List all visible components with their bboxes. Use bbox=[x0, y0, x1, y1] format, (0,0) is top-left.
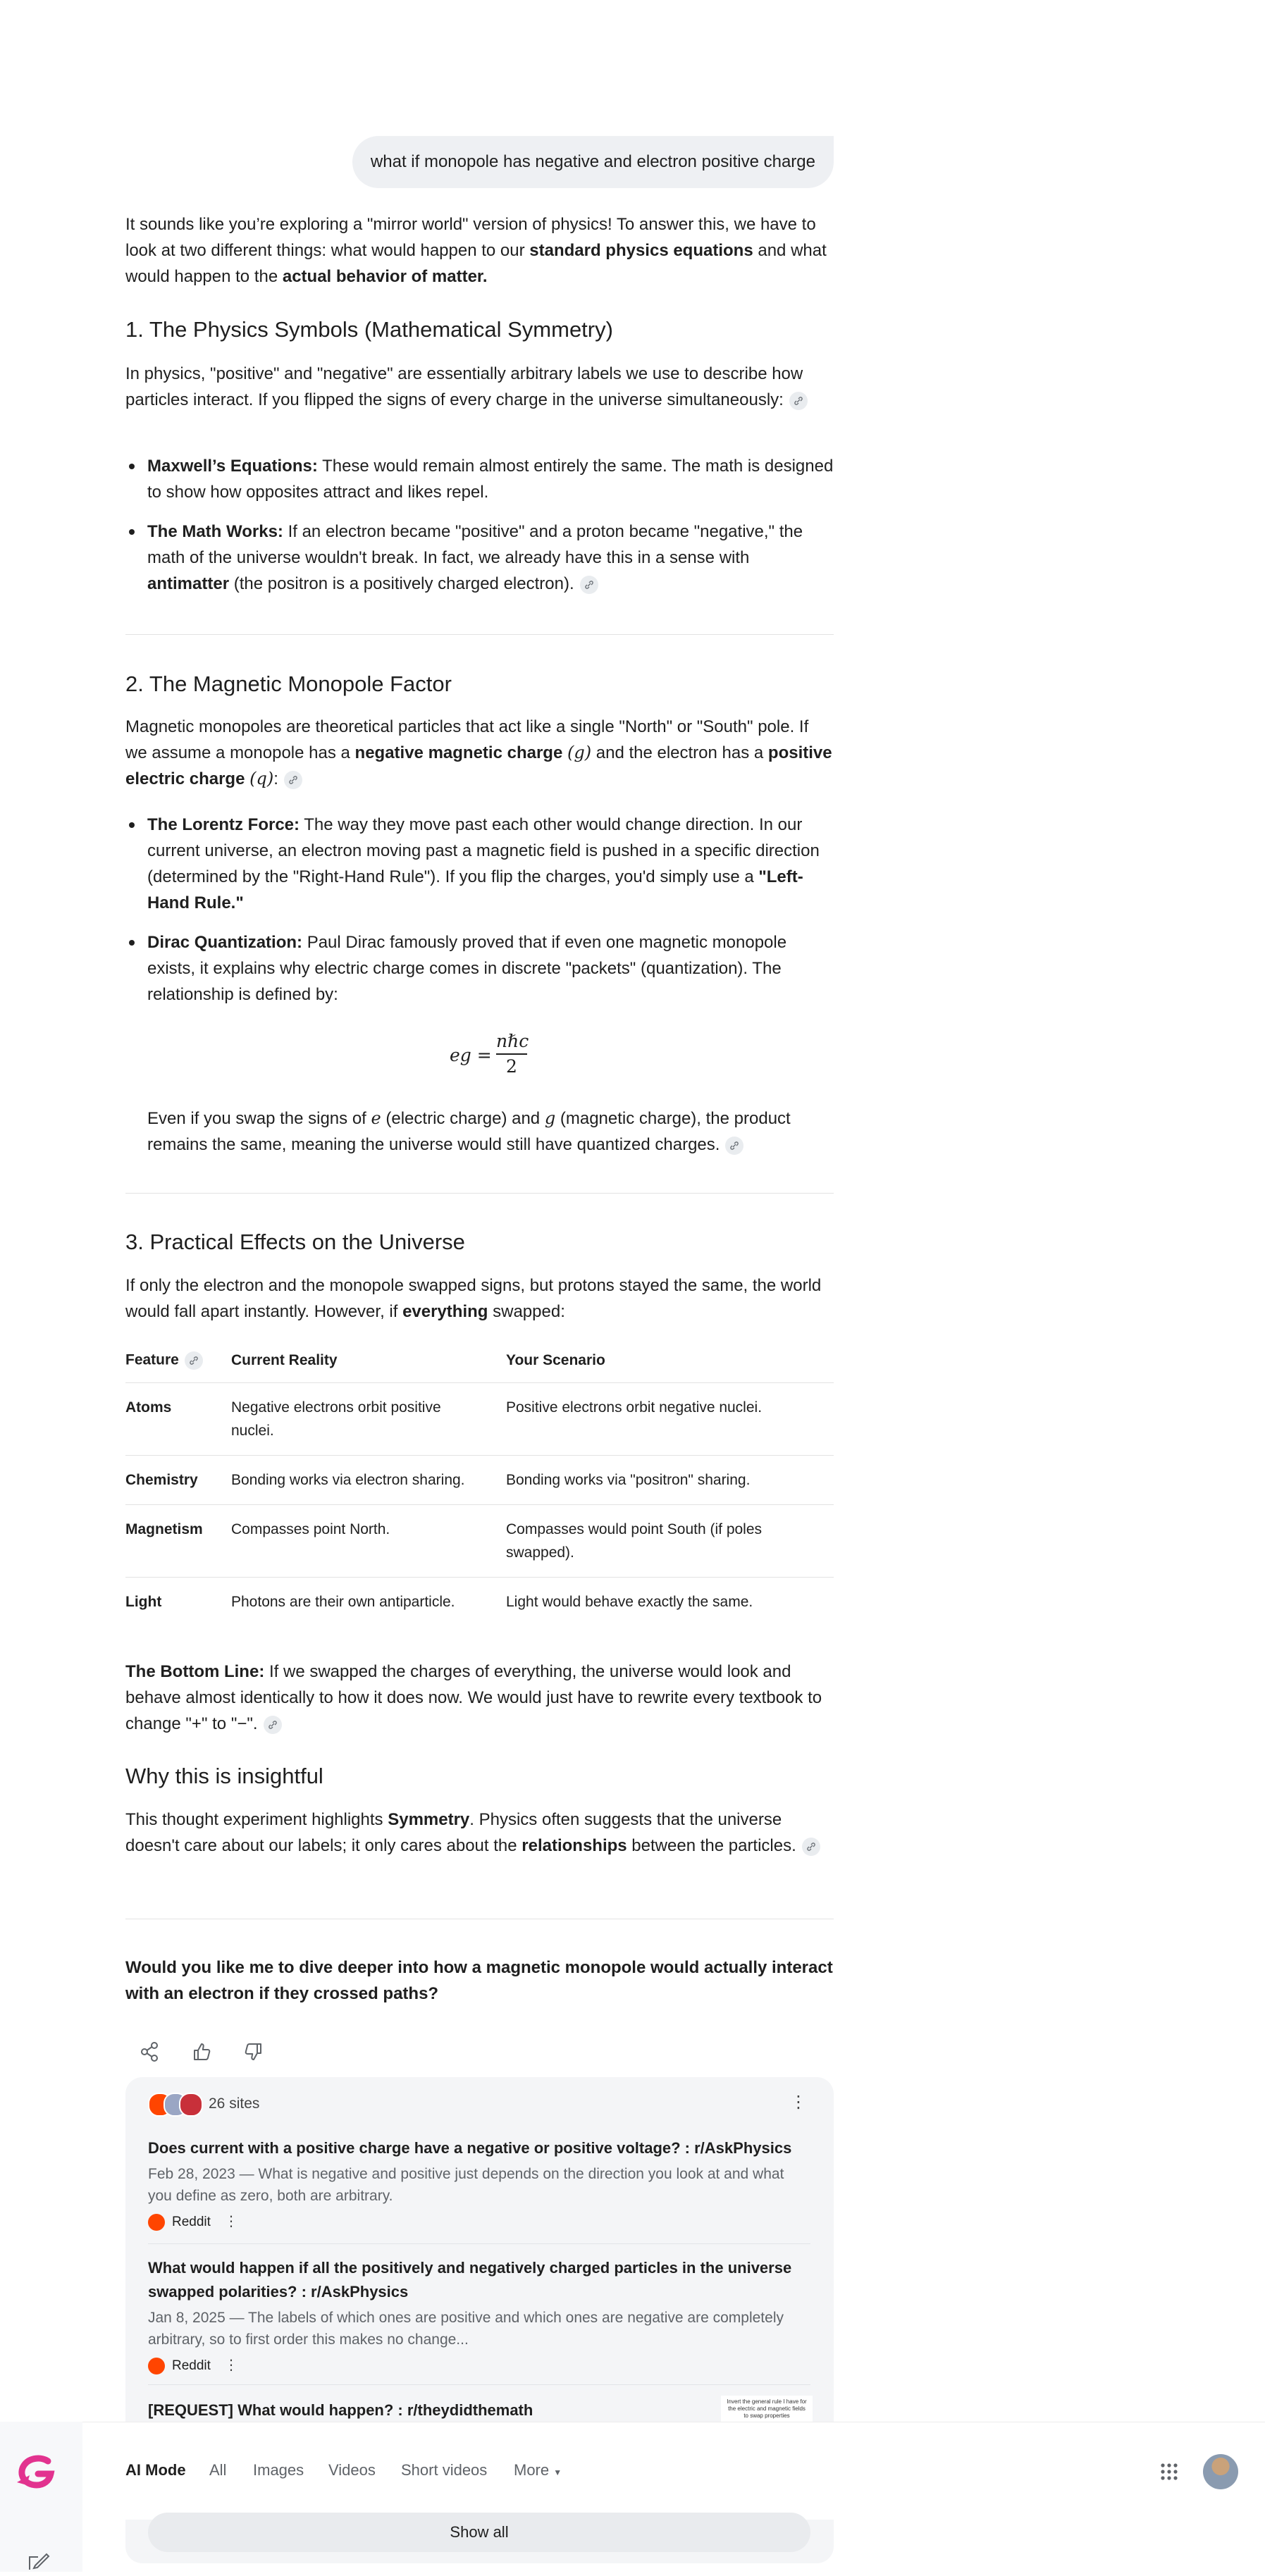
section-divider bbox=[125, 634, 834, 635]
link-icon[interactable] bbox=[725, 1137, 743, 1155]
source-snippet: Jan 8, 2025 — The labels of which ones are positive and which ones are negative are completely arbitrary, so to first order this makes no change... bbox=[148, 2310, 784, 2348]
bullet-label: The Lorentz Force: bbox=[147, 815, 300, 834]
source-item[interactable] bbox=[148, 2398, 810, 2422]
nav-all[interactable]: All bbox=[209, 2461, 227, 2479]
math-symbol: (g) bbox=[567, 743, 592, 762]
equation-fraction-bar bbox=[496, 1053, 527, 1055]
table-header-cell bbox=[125, 1351, 231, 1383]
section2-paragraph bbox=[125, 714, 834, 792]
link-icon[interactable] bbox=[580, 576, 598, 594]
bullet-label: Maxwell’s Equations: bbox=[147, 457, 318, 476]
table-cell: Chemistry bbox=[125, 1456, 231, 1505]
bullet-bold: "Left-Hand Rule." bbox=[147, 867, 803, 912]
section3-bold: everything bbox=[402, 1302, 488, 1321]
table-cell: Photons are their own antiparticle. bbox=[231, 1594, 455, 1610]
source-title[interactable]: What would happen if all the positively and negatively charged particles in the universe swapped polarities? : r/AskPhysics bbox=[148, 2259, 792, 2301]
insight-text: . Physics often suggests that the universe doesn't care about our labels; it only cares about the bbox=[125, 1810, 782, 1855]
bottom-line-text: If we swapped the charges of everything, the universe would look and behave almost identically to how it does now. We would just have to rewrite every textbook to change "+" to "−". bbox=[125, 1662, 822, 1733]
thumbs-up-icon[interactable] bbox=[187, 2038, 216, 2066]
section2-text: Magnetic monopoles are theoretical particles that act like a single "North" or "South" pole. If we assume a monopole has a bbox=[125, 717, 809, 762]
apps-grid-icon[interactable] bbox=[1160, 2463, 1178, 2481]
bottom-line-paragraph bbox=[125, 1659, 834, 1737]
source-site: Reddit bbox=[172, 2358, 211, 2373]
section-divider bbox=[125, 1193, 834, 1194]
table-header-cell: Your Scenario bbox=[506, 1351, 834, 1383]
dirac-text: Even if you swap the signs of bbox=[147, 1109, 371, 1128]
nav-more-label: More bbox=[514, 2461, 550, 2479]
bullet-label: The Math Works: bbox=[147, 522, 283, 541]
comparison-table bbox=[125, 1351, 834, 1626]
bullet-text: If an electron became "positive" and a proton became "negative," the math of the universe wouldn't break. In fact, we already have this in a sense with bbox=[147, 522, 803, 567]
math-symbol: g bbox=[544, 1108, 556, 1128]
followup-question: Would you like me to dive deeper into how a magnetic monopole would actually interact with an electron if they crossed paths? bbox=[125, 1958, 833, 2003]
nav-images[interactable]: Images bbox=[253, 2461, 304, 2479]
avatar[interactable] bbox=[1203, 2454, 1238, 2489]
table-cell: Atoms bbox=[125, 1383, 231, 1456]
dirac-text: (magnetic charge), the product remains the same, meaning the universe would still have quantized charges. bbox=[147, 1109, 791, 1154]
equation-denominator: 2 bbox=[506, 1056, 517, 1077]
source-item[interactable] bbox=[148, 2256, 810, 2376]
table-header-row bbox=[125, 1351, 834, 1383]
equation-numerator: nℏc bbox=[496, 1031, 529, 1051]
dirac-equation bbox=[450, 1031, 569, 1080]
table-row bbox=[125, 1505, 834, 1578]
reddit-icon bbox=[148, 2358, 165, 2374]
source-meta bbox=[148, 2356, 810, 2376]
user-query-bubble: what if monopole has negative and electron positive charge bbox=[352, 136, 834, 188]
reddit-icon bbox=[148, 2214, 165, 2231]
source-site: Reddit bbox=[172, 2215, 211, 2229]
insight-bold: Symmetry bbox=[388, 1810, 470, 1829]
source-title[interactable]: [REQUEST] What would happen? : r/theydidthemath bbox=[148, 2401, 533, 2419]
edit-icon[interactable] bbox=[27, 2551, 51, 2572]
bottom-line-label: The Bottom Line: bbox=[125, 1662, 265, 1681]
header-feature: Feature bbox=[125, 1351, 179, 1368]
more-vert-icon[interactable]: ⋮ bbox=[224, 2358, 238, 2373]
show-all-button[interactable]: Show all bbox=[148, 2513, 810, 2552]
table-cell: Light would behave exactly the same. bbox=[506, 1594, 753, 1610]
insight-text: This thought experiment highlights bbox=[125, 1810, 388, 1829]
dirac-text: (electric charge) and bbox=[381, 1109, 545, 1128]
bullet-text: The way they move past each other would change direction. In our current universe, an electron moving past a magnetic field is pushed in a specific direction (determined by the "Right-Hand Rule"). If you flip the charges, you'd simply use a bbox=[147, 815, 820, 886]
more-vert-icon[interactable]: ⋮ bbox=[790, 2093, 807, 2112]
intro-bold: standard physics equations bbox=[529, 241, 753, 260]
bottom-nav-bar bbox=[0, 2422, 1265, 2520]
table-header-cell: Current Reality bbox=[231, 1351, 506, 1383]
bullet-text: (the positron is a positively charged electron). bbox=[229, 574, 574, 593]
link-icon[interactable] bbox=[789, 392, 808, 410]
source-snippet: Feb 28, 2023 — What is negative and positive just depends on the direction you look at and what you define as zero, both are arbitrary. bbox=[148, 2166, 784, 2204]
table-cell: Negative electrons orbit positive nuclei. bbox=[231, 1383, 506, 1456]
source-favicons bbox=[148, 2091, 204, 2115]
bullet-text: Paul Dirac famously proved that if even one magnetic monopole exists, it explains why electric charge comes in discrete "packets" (quantization). The relationship is defined by: bbox=[147, 933, 787, 1004]
list-item bbox=[125, 453, 834, 505]
nav-short-videos[interactable]: Short videos bbox=[401, 2461, 488, 2479]
section3-paragraph bbox=[125, 1272, 834, 1325]
intro-text: It sounds like you’re exploring a "mirror world" version of physics! To answer this, we have to look at two different things: what would happen to our bbox=[125, 215, 816, 260]
thumbnail-text: Invert the general rule I have for the electric and magnetic fields to swap properties bbox=[727, 2398, 807, 2419]
table-cell: Magnetism bbox=[125, 1505, 231, 1578]
section1-text: In physics, "positive" and "negative" are essentially arbitrary labels we use to describe how particles interact. If you flipped the signs of every charge in the universe simultaneously: bbox=[125, 364, 803, 409]
section3-text: If only the electron and the monopole swapped signs, but protons stayed the same, the world would fall apart instantly. However, if bbox=[125, 1276, 822, 1321]
insight-bold: relationships bbox=[522, 1836, 627, 1855]
math-symbol: e bbox=[371, 1108, 381, 1128]
side-rail bbox=[0, 2422, 82, 2572]
thumbs-down-icon[interactable] bbox=[240, 2038, 268, 2066]
source-meta bbox=[148, 2212, 810, 2232]
bullet-bold: antimatter bbox=[147, 574, 230, 593]
link-icon[interactable] bbox=[284, 771, 302, 789]
nav-videos[interactable]: Videos bbox=[328, 2461, 376, 2479]
table-cell: Light bbox=[125, 1594, 162, 1610]
table-row bbox=[125, 1456, 834, 1505]
intro-bold: actual behavior of matter. bbox=[282, 267, 488, 286]
table-cell: Bonding works via electron sharing. bbox=[231, 1456, 506, 1505]
intro-paragraph bbox=[125, 211, 834, 290]
dirac-explanation bbox=[147, 1106, 834, 1158]
list-item bbox=[125, 812, 834, 916]
intro-text: and what would happen to the bbox=[125, 241, 827, 286]
caret-down-icon: ▼ bbox=[553, 2467, 562, 2477]
source-item[interactable] bbox=[148, 2136, 810, 2232]
insight-heading: Why this is insightful bbox=[125, 1764, 323, 1788]
table-cell: Compasses would point South (if poles swapped). bbox=[506, 1505, 834, 1578]
section2-bold: positive electric charge bbox=[125, 743, 832, 788]
link-icon[interactable] bbox=[264, 1716, 282, 1734]
share-icon[interactable] bbox=[135, 2038, 163, 2066]
section3-text: swapped: bbox=[488, 1302, 565, 1321]
list-item bbox=[125, 929, 834, 1008]
bullet-text: These would remain almost entirely the same. The math is designed to show how opposites attract and likes repel. bbox=[147, 457, 834, 502]
section2-bold: negative magnetic charge bbox=[354, 743, 563, 762]
table-row bbox=[125, 1383, 834, 1456]
gemini-logo-icon[interactable] bbox=[14, 2454, 61, 2491]
bullet-label: Dirac Quantization: bbox=[147, 933, 303, 952]
section2-heading: 2. The Magnetic Monopole Factor bbox=[125, 671, 452, 696]
section1-heading: 1. The Physics Symbols (Mathematical Symmetry) bbox=[125, 317, 613, 342]
section2-text: : bbox=[273, 769, 278, 788]
source-title[interactable]: Does current with a positive charge have a negative or positive voltage? : r/AskPhysics bbox=[148, 2139, 792, 2157]
math-symbol: (q) bbox=[249, 769, 274, 788]
nav-more[interactable] bbox=[514, 2461, 562, 2479]
section2-text: and the electron has a bbox=[591, 743, 768, 762]
equation-lhs: eg = bbox=[450, 1045, 492, 1065]
table-cell: Compasses point North. bbox=[231, 1505, 506, 1578]
source-divider bbox=[148, 2384, 810, 2385]
table-row bbox=[125, 1578, 834, 1627]
nav-ai-mode[interactable]: AI Mode bbox=[125, 2461, 186, 2479]
more-vert-icon[interactable]: ⋮ bbox=[224, 2214, 238, 2229]
link-icon[interactable] bbox=[802, 1838, 820, 1856]
insight-text: between the particles. bbox=[627, 1836, 796, 1855]
table-cell: Bonding works via "positron" sharing. bbox=[506, 1456, 834, 1505]
table-cell: Positive electrons orbit negative nuclei. bbox=[506, 1383, 834, 1456]
source-divider bbox=[148, 2243, 810, 2244]
list-item bbox=[125, 519, 834, 597]
link-icon[interactable] bbox=[185, 1351, 203, 1370]
sources-count[interactable]: 26 sites bbox=[209, 2095, 260, 2112]
insight-paragraph bbox=[125, 1807, 834, 1859]
section1-paragraph bbox=[125, 361, 834, 413]
section3-heading: 3. Practical Effects on the Universe bbox=[125, 1230, 465, 1254]
site-favicon bbox=[179, 2093, 203, 2117]
